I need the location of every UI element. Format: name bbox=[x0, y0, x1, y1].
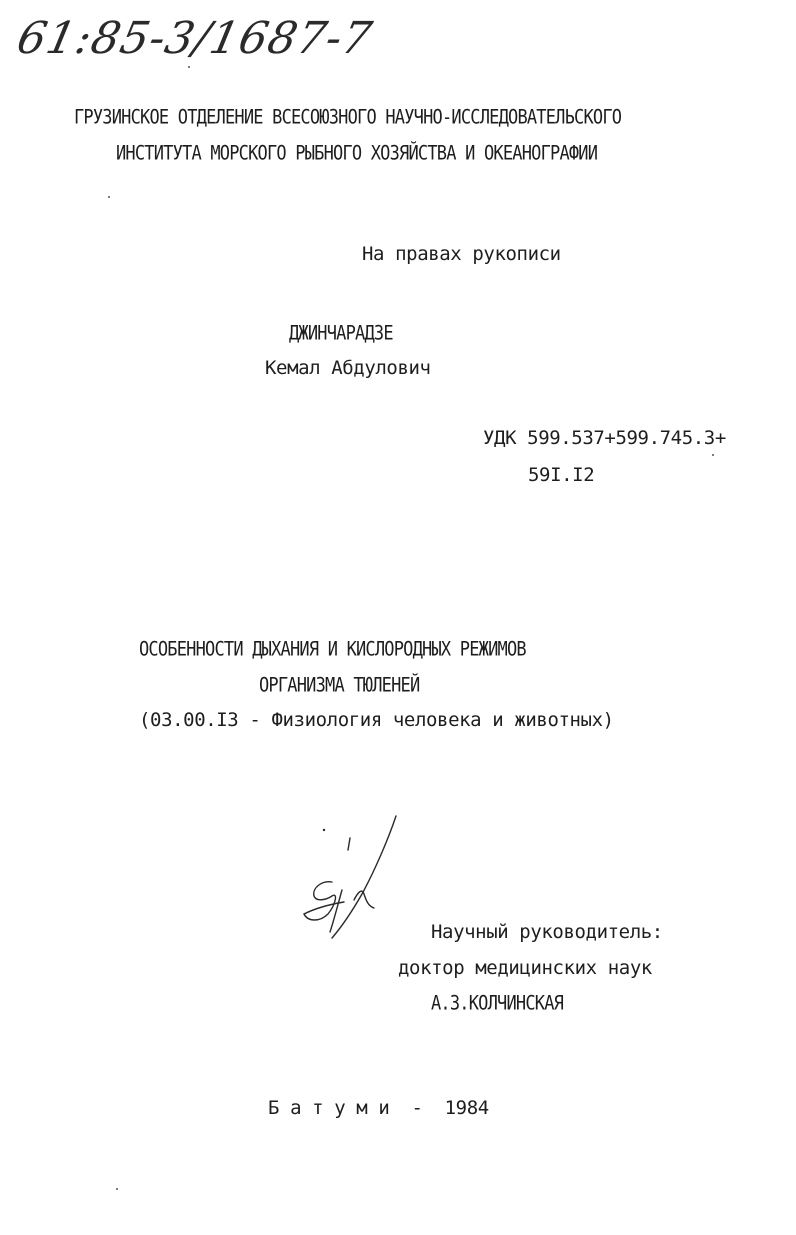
supervisor-label: Научный руководитель: bbox=[431, 921, 663, 943]
dissertation-title-line-1: ОСОБЕННОСТИ ДЫХАНИЯ И КИСЛОРОДНЫХ РЕЖИМОВ bbox=[139, 638, 526, 662]
handwritten-archive-number: 61:85-3/1687-7 bbox=[12, 13, 377, 64]
supervisor-name: А.З.КОЛЧИНСКАЯ bbox=[431, 992, 564, 1016]
udc-line-1: УДК 599.537+599.745.3+ bbox=[483, 427, 726, 449]
institution-header-line-1: ГРУЗИНСКОЕ ОТДЕЛЕНИЕ ВСЕСОЮЗНОГО НАУЧНО-ИССЛЕДОВАТЕЛЬСКОГО bbox=[74, 106, 622, 130]
signature-scribble bbox=[292, 810, 402, 945]
supervisor-degree: доктор медицинских наук bbox=[398, 957, 652, 979]
udc-line-2: 59I.I2 bbox=[528, 464, 595, 486]
author-name: Кемал Абдулович bbox=[265, 357, 431, 379]
specialty-code: (03.00.I3 - Физиология человека и животных) bbox=[139, 709, 614, 731]
scan-speck bbox=[188, 66, 190, 68]
dissertation-title-line-2: ОРГАНИЗМА ТЮЛЕНЕЙ bbox=[259, 674, 420, 698]
institution-header-line-2: ИНСТИТУТА МОРСКОГО РЫБНОГО ХОЗЯЙСТВА И ОКЕАНОГРАФИИ bbox=[116, 142, 598, 166]
scan-speck bbox=[116, 1188, 118, 1190]
place-and-year: Б а т у м и - 1984 bbox=[268, 1097, 489, 1119]
manuscript-note: На правах рукописи bbox=[362, 243, 561, 265]
author-surname: ДЖИНЧАРАДЗЕ bbox=[289, 322, 393, 346]
scan-speck bbox=[712, 454, 714, 456]
scan-speck bbox=[108, 196, 110, 198]
